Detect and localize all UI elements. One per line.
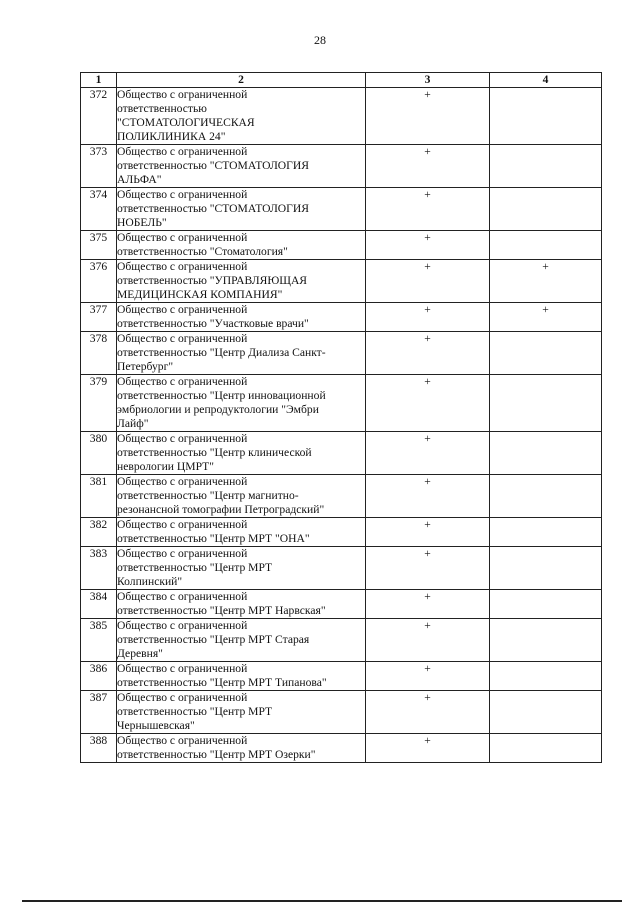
organization-name xyxy=(117,547,366,590)
organization-name-line: Общество с ограниченной xyxy=(117,375,248,388)
organization-name-line: ответственностью "Центр МРТ Озерки" xyxy=(117,748,316,761)
organization-name xyxy=(117,662,366,691)
organization-name-line: ответственностью "Участковые врачи" xyxy=(117,317,309,330)
organization-name-line: ответственностью "СТОМАТОЛОГИЯ xyxy=(117,202,309,215)
table-row xyxy=(81,145,602,188)
organization-name-line: ответственностью "Центр МРТ Нарвская" xyxy=(117,604,326,617)
mark-col-4 xyxy=(490,375,602,432)
mark-col-3: + xyxy=(366,188,490,231)
table-row xyxy=(81,518,602,547)
organization-name xyxy=(117,303,366,332)
row-number: 376 xyxy=(81,260,117,303)
mark-col-4 xyxy=(490,88,602,145)
organization-name-line: "СТОМАТОЛОГИЧЕСКАЯ xyxy=(117,116,255,129)
row-number: 384 xyxy=(81,590,117,619)
table-row xyxy=(81,332,602,375)
table-row xyxy=(81,475,602,518)
organization-name-line: ответственностью "Центр МРТ Типанова" xyxy=(117,676,327,689)
organization-name-line: ответственностью "Центр МРТ xyxy=(117,561,273,574)
organization-name-line: ответственностью "УПРАВЛЯЮЩАЯ xyxy=(117,274,308,287)
organization-name-line: ответственностью "Центр МРТ xyxy=(117,705,273,718)
registry-table xyxy=(80,72,602,763)
organization-name-line: Общество с ограниченной xyxy=(117,231,248,244)
organization-name-line: ответственностью "Стоматология" xyxy=(117,245,288,258)
row-number: 372 xyxy=(81,88,117,145)
organization-name-line: ПОЛИКЛИНИКА 24" xyxy=(117,130,226,143)
mark-col-4 xyxy=(490,332,602,375)
organization-name-line: Общество с ограниченной xyxy=(117,475,248,488)
organization-name-line: Общество с ограниченной xyxy=(117,547,248,560)
row-number: 374 xyxy=(81,188,117,231)
table-row xyxy=(81,691,602,734)
organization-name-line: Общество с ограниченной xyxy=(117,662,248,675)
mark-col-3: + xyxy=(366,88,490,145)
organization-name xyxy=(117,231,366,260)
header-col-1: 1 xyxy=(81,73,117,88)
organization-name-line: Общество с ограниченной xyxy=(117,432,248,445)
mark-col-3: + xyxy=(366,734,490,763)
organization-name xyxy=(117,188,366,231)
organization-name-line: ответственностью "СТОМАТОЛОГИЯ xyxy=(117,159,309,172)
mark-col-4: + xyxy=(490,303,602,332)
organization-name-line: Общество с ограниченной xyxy=(117,88,248,101)
mark-col-3: + xyxy=(366,145,490,188)
mark-col-4 xyxy=(490,662,602,691)
organization-name-line: ответственностью xyxy=(117,102,207,115)
mark-col-4 xyxy=(490,590,602,619)
mark-col-3: + xyxy=(366,432,490,475)
organization-name xyxy=(117,375,366,432)
mark-col-3: + xyxy=(366,691,490,734)
organization-name-line: Общество с ограниченной xyxy=(117,303,248,316)
organization-name-line: Общество с ограниченной xyxy=(117,691,248,704)
organization-name xyxy=(117,590,366,619)
organization-name xyxy=(117,88,366,145)
organization-name-line: Чернышевская" xyxy=(117,719,195,732)
organization-name-line: ответственностью "Центр инновационной xyxy=(117,389,326,402)
mark-col-4 xyxy=(490,145,602,188)
mark-col-3: + xyxy=(366,547,490,590)
organization-name xyxy=(117,619,366,662)
table-row xyxy=(81,303,602,332)
organization-name-line: НОБЕЛЬ" xyxy=(117,216,167,229)
row-number: 388 xyxy=(81,734,117,763)
mark-col-3: + xyxy=(366,619,490,662)
organization-name xyxy=(117,432,366,475)
row-number: 383 xyxy=(81,547,117,590)
organization-name-line: Деревня" xyxy=(117,647,163,660)
row-number: 381 xyxy=(81,475,117,518)
mark-col-4 xyxy=(490,691,602,734)
mark-col-4 xyxy=(490,734,602,763)
mark-col-3: + xyxy=(366,518,490,547)
organization-name-line: неврологии ЦМРТ" xyxy=(117,460,214,473)
row-number: 377 xyxy=(81,303,117,332)
mark-col-3: + xyxy=(366,231,490,260)
row-number: 382 xyxy=(81,518,117,547)
organization-name-line: МЕДИЦИНСКАЯ КОМПАНИЯ" xyxy=(117,288,283,301)
organization-name-line: Колпинский" xyxy=(117,575,183,588)
organization-name-line: ответственностью "Центр Диализа Санкт- xyxy=(117,346,326,359)
organization-name xyxy=(117,518,366,547)
mark-col-4 xyxy=(490,188,602,231)
mark-col-4 xyxy=(490,547,602,590)
mark-col-4 xyxy=(490,475,602,518)
table-row xyxy=(81,547,602,590)
organization-name xyxy=(117,260,366,303)
table-row xyxy=(81,88,602,145)
mark-col-4 xyxy=(490,231,602,260)
mark-col-3: + xyxy=(366,590,490,619)
table-row xyxy=(81,231,602,260)
table-body xyxy=(81,88,602,763)
organization-name-line: эмбриологии и репродуктологии "Эмбри xyxy=(117,403,319,416)
organization-name-line: Общество с ограниченной xyxy=(117,590,248,603)
organization-name-line: Общество с ограниченной xyxy=(117,619,248,632)
organization-name-line: ответственностью "Центр МРТ Старая xyxy=(117,633,310,646)
organization-name-line: ответственностью "Центр магнитно- xyxy=(117,489,299,502)
page-number: 28 xyxy=(314,33,326,47)
row-number: 375 xyxy=(81,231,117,260)
mark-col-3: + xyxy=(366,303,490,332)
row-number: 373 xyxy=(81,145,117,188)
organization-name xyxy=(117,475,366,518)
header-col-4: 4 xyxy=(490,73,602,88)
mark-col-4 xyxy=(490,518,602,547)
table-row xyxy=(81,188,602,231)
mark-col-4 xyxy=(490,619,602,662)
row-number: 378 xyxy=(81,332,117,375)
table-row xyxy=(81,432,602,475)
organization-name xyxy=(117,332,366,375)
table-row xyxy=(81,260,602,303)
organization-name-line: АЛЬФА" xyxy=(117,173,162,186)
table-row xyxy=(81,375,602,432)
row-number: 379 xyxy=(81,375,117,432)
organization-name-line: ответственностью "Центр клинической xyxy=(117,446,312,459)
table-row xyxy=(81,619,602,662)
organization-name-line: Лайф" xyxy=(117,417,149,430)
organization-name-line: Общество с ограниченной xyxy=(117,518,248,531)
mark-col-3: + xyxy=(366,332,490,375)
mark-col-4: + xyxy=(490,260,602,303)
table-row xyxy=(81,734,602,763)
row-number: 380 xyxy=(81,432,117,475)
footer-rule xyxy=(22,900,622,902)
mark-col-3: + xyxy=(366,260,490,303)
organization-name-line: резонансной томографии Петроградский" xyxy=(117,503,325,516)
row-number: 387 xyxy=(81,691,117,734)
organization-name-line: Общество с ограниченной xyxy=(117,332,248,345)
mark-col-4 xyxy=(490,432,602,475)
organization-name-line: Общество с ограниченной xyxy=(117,260,248,273)
organization-name xyxy=(117,734,366,763)
organization-name-line: Общество с ограниченной xyxy=(117,734,248,747)
organization-name-line: ответственностью "Центр МРТ "ОНА" xyxy=(117,532,310,545)
mark-col-3: + xyxy=(366,475,490,518)
table-row xyxy=(81,662,602,691)
mark-col-3: + xyxy=(366,375,490,432)
row-number: 385 xyxy=(81,619,117,662)
organization-name-line: Общество с ограниченной xyxy=(117,188,248,201)
organization-name-line: Общество с ограниченной xyxy=(117,145,248,158)
row-number: 386 xyxy=(81,662,117,691)
table-row xyxy=(81,590,602,619)
header-row xyxy=(81,73,602,88)
header-col-2: 2 xyxy=(117,73,366,88)
organization-name-line: Петербург" xyxy=(117,360,174,373)
organization-name xyxy=(117,691,366,734)
mark-col-3: + xyxy=(366,662,490,691)
header-col-3: 3 xyxy=(366,73,490,88)
organization-name xyxy=(117,145,366,188)
